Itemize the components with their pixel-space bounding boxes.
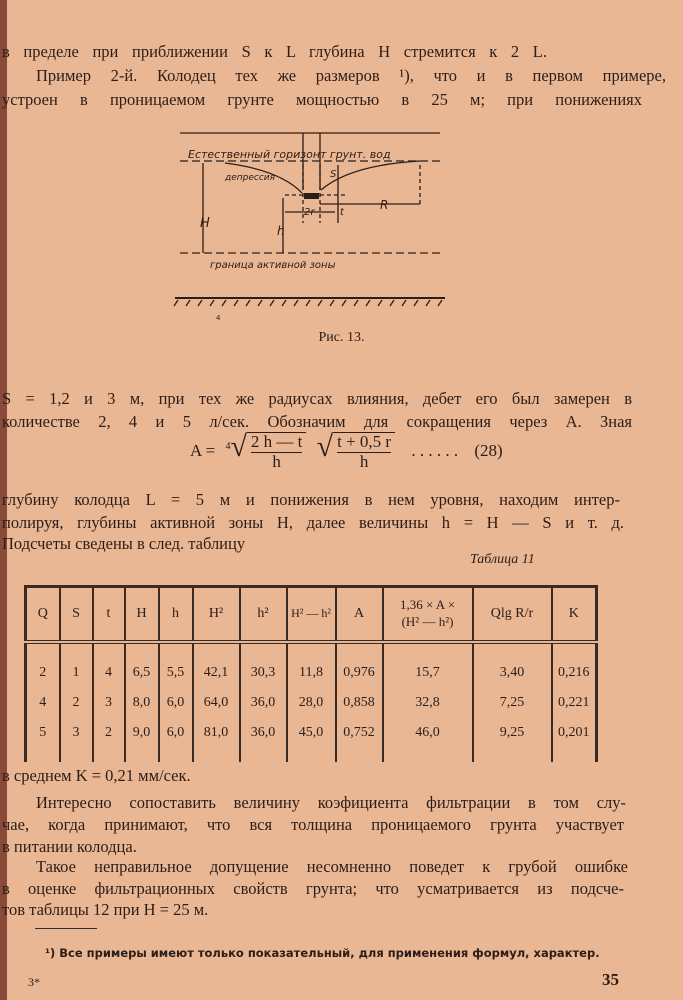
cell: 5 bbox=[39, 724, 47, 740]
table-11 bbox=[24, 585, 598, 762]
denominator: h bbox=[359, 452, 369, 472]
numerator: t + 0,5 r bbox=[337, 432, 392, 452]
col-header: Qlg R/r bbox=[473, 587, 552, 642]
formula-number: (28) bbox=[474, 441, 503, 460]
cell: 7,25 bbox=[473, 688, 552, 718]
text-line: полируя, глубины активной зоны H, далее величины h = H — S и т. д. bbox=[2, 513, 624, 532]
cell: 64,0 bbox=[193, 688, 240, 718]
col-header: S bbox=[60, 587, 93, 642]
table-row bbox=[26, 688, 597, 718]
col-header: H bbox=[125, 587, 159, 642]
figure-label-bottom: граница активной зоны bbox=[210, 260, 336, 271]
cell: 0,976 bbox=[336, 658, 383, 688]
cell: 36,0 bbox=[240, 718, 287, 748]
cell: 15,7 bbox=[383, 658, 473, 688]
text-line: количестве 2, 4 и 5 л/сек. Обозначим для сокращения через A. Зная bbox=[2, 412, 632, 431]
col-header: H² bbox=[193, 587, 240, 642]
text-line: Интересно сопоставить величину коэфициента фильтрации в том слу- bbox=[36, 793, 626, 812]
table-row bbox=[26, 718, 597, 748]
cell: 6,0 bbox=[159, 718, 193, 748]
formula-28: A = $^4$√ $\frac{2 h — t}{h}$ √ $\frac{t + 0,5 r}{h}$ . . . . . . (28) bbox=[190, 430, 503, 472]
text-line: в питании колодца. bbox=[2, 837, 137, 856]
text-line: глубину колодца L = 5 м и понижения в нем уровня, находим интер- bbox=[2, 490, 620, 509]
figure-label-S: S bbox=[330, 169, 337, 180]
cell: 3 bbox=[93, 688, 125, 718]
table-title: Таблица 11 bbox=[470, 552, 535, 567]
cell: 30,3 bbox=[240, 658, 287, 688]
cell: 1 bbox=[60, 658, 93, 688]
figure-mark: 4 bbox=[216, 314, 221, 322]
cell: 2 bbox=[39, 664, 47, 680]
text-line: Такое неправильное допущение несомненно поведет к грубой ошибке bbox=[36, 857, 628, 876]
figure-label-R: R bbox=[380, 198, 389, 212]
cell: 36,0 bbox=[240, 688, 287, 718]
root-index: 4 bbox=[225, 441, 231, 453]
col-header: A bbox=[336, 587, 383, 642]
cell: 5,5 bbox=[159, 658, 193, 688]
figure-label-depression: депрессия bbox=[225, 173, 276, 183]
cell: 3,40 bbox=[473, 658, 552, 688]
col-header: H² — h² bbox=[287, 587, 336, 642]
denominator: h bbox=[272, 452, 281, 472]
cell: 45,0 bbox=[287, 718, 336, 748]
cell: 2 bbox=[93, 718, 125, 748]
cell: 11,8 bbox=[287, 658, 336, 688]
header-line: 1,36 × A × bbox=[399, 596, 456, 612]
text-line: тов таблицы 12 при H = 25 м. bbox=[2, 900, 209, 919]
table-header-row bbox=[26, 587, 597, 642]
cell: 81,0 bbox=[193, 718, 240, 748]
formula-dots: . . . . . . bbox=[411, 441, 459, 460]
col-header: Q bbox=[37, 605, 48, 621]
cell: 0,221 bbox=[552, 688, 597, 718]
cell: 2 bbox=[60, 688, 93, 718]
text-line: в оценке фильтрационных свойств грунта; что усматривается из подсче- bbox=[2, 879, 624, 898]
col-header: K bbox=[552, 587, 597, 642]
figure-label-top: Естественный горизонт грунт. вод bbox=[188, 148, 391, 161]
numerator: 2 h — t bbox=[250, 432, 303, 452]
figure-label-H: H bbox=[200, 216, 210, 231]
signature-mark: 3* bbox=[28, 975, 40, 989]
col-header: h bbox=[159, 587, 193, 642]
figure-13-well-diagram bbox=[170, 125, 450, 325]
table-row bbox=[26, 658, 597, 688]
footnote-rule bbox=[35, 928, 97, 929]
cell: 46,0 bbox=[383, 718, 473, 748]
col-header bbox=[383, 587, 473, 642]
cell: 6,5 bbox=[125, 658, 159, 688]
figure-label-h: h bbox=[277, 224, 285, 238]
cell: 6,0 bbox=[159, 688, 193, 718]
text-line: Пример 2-й. Колодец тех же размеров ¹), что и в первом примере, bbox=[36, 66, 666, 85]
cell: 28,0 bbox=[287, 688, 336, 718]
cell: 42,1 bbox=[193, 658, 240, 688]
cell: 0,201 bbox=[552, 718, 597, 748]
text-line: в среднем K = 0,21 мм/сек. bbox=[2, 766, 191, 785]
cell: 9,25 bbox=[473, 718, 552, 748]
cell: 4 bbox=[39, 694, 47, 710]
cell: 4 bbox=[93, 658, 125, 688]
formula-lhs: A = bbox=[190, 441, 216, 460]
text-line: S = 1,2 и 3 м, при тех же радиусах влияния, дебет его был замерен в bbox=[2, 389, 632, 408]
cell: 8,0 bbox=[125, 688, 159, 718]
cell: 3 bbox=[60, 718, 93, 748]
text-line: чае, когда принимают, что вся толщина проницаемого грунта участвует bbox=[2, 815, 624, 834]
figure-caption: Рис. 13. bbox=[318, 330, 365, 345]
footnote: ¹) Все примеры имеют только показательный, для применения формул, характер. bbox=[45, 946, 600, 960]
cell: 0,752 bbox=[336, 718, 383, 748]
col-header: h² bbox=[240, 587, 287, 642]
text-line: устроен в проницаемом грунте мощностью в 25 м; при понижениях bbox=[2, 90, 642, 109]
cell: 0,216 bbox=[552, 658, 597, 688]
cell: 9,0 bbox=[125, 718, 159, 748]
cell: 32,8 bbox=[383, 688, 473, 718]
figure-label-t: t bbox=[340, 207, 344, 218]
cell: 0,858 bbox=[336, 688, 383, 718]
col-header: t bbox=[93, 587, 125, 642]
figure-label-2r: 2r bbox=[304, 207, 315, 218]
header-line: (H² — h²) bbox=[401, 613, 454, 629]
text-line: в пределе при приближении S к L глубина H стремится к 2 L. bbox=[2, 42, 547, 61]
text-line: Подсчеты сведены в след. таблицу bbox=[2, 534, 246, 553]
page-number: 35 bbox=[602, 970, 619, 989]
